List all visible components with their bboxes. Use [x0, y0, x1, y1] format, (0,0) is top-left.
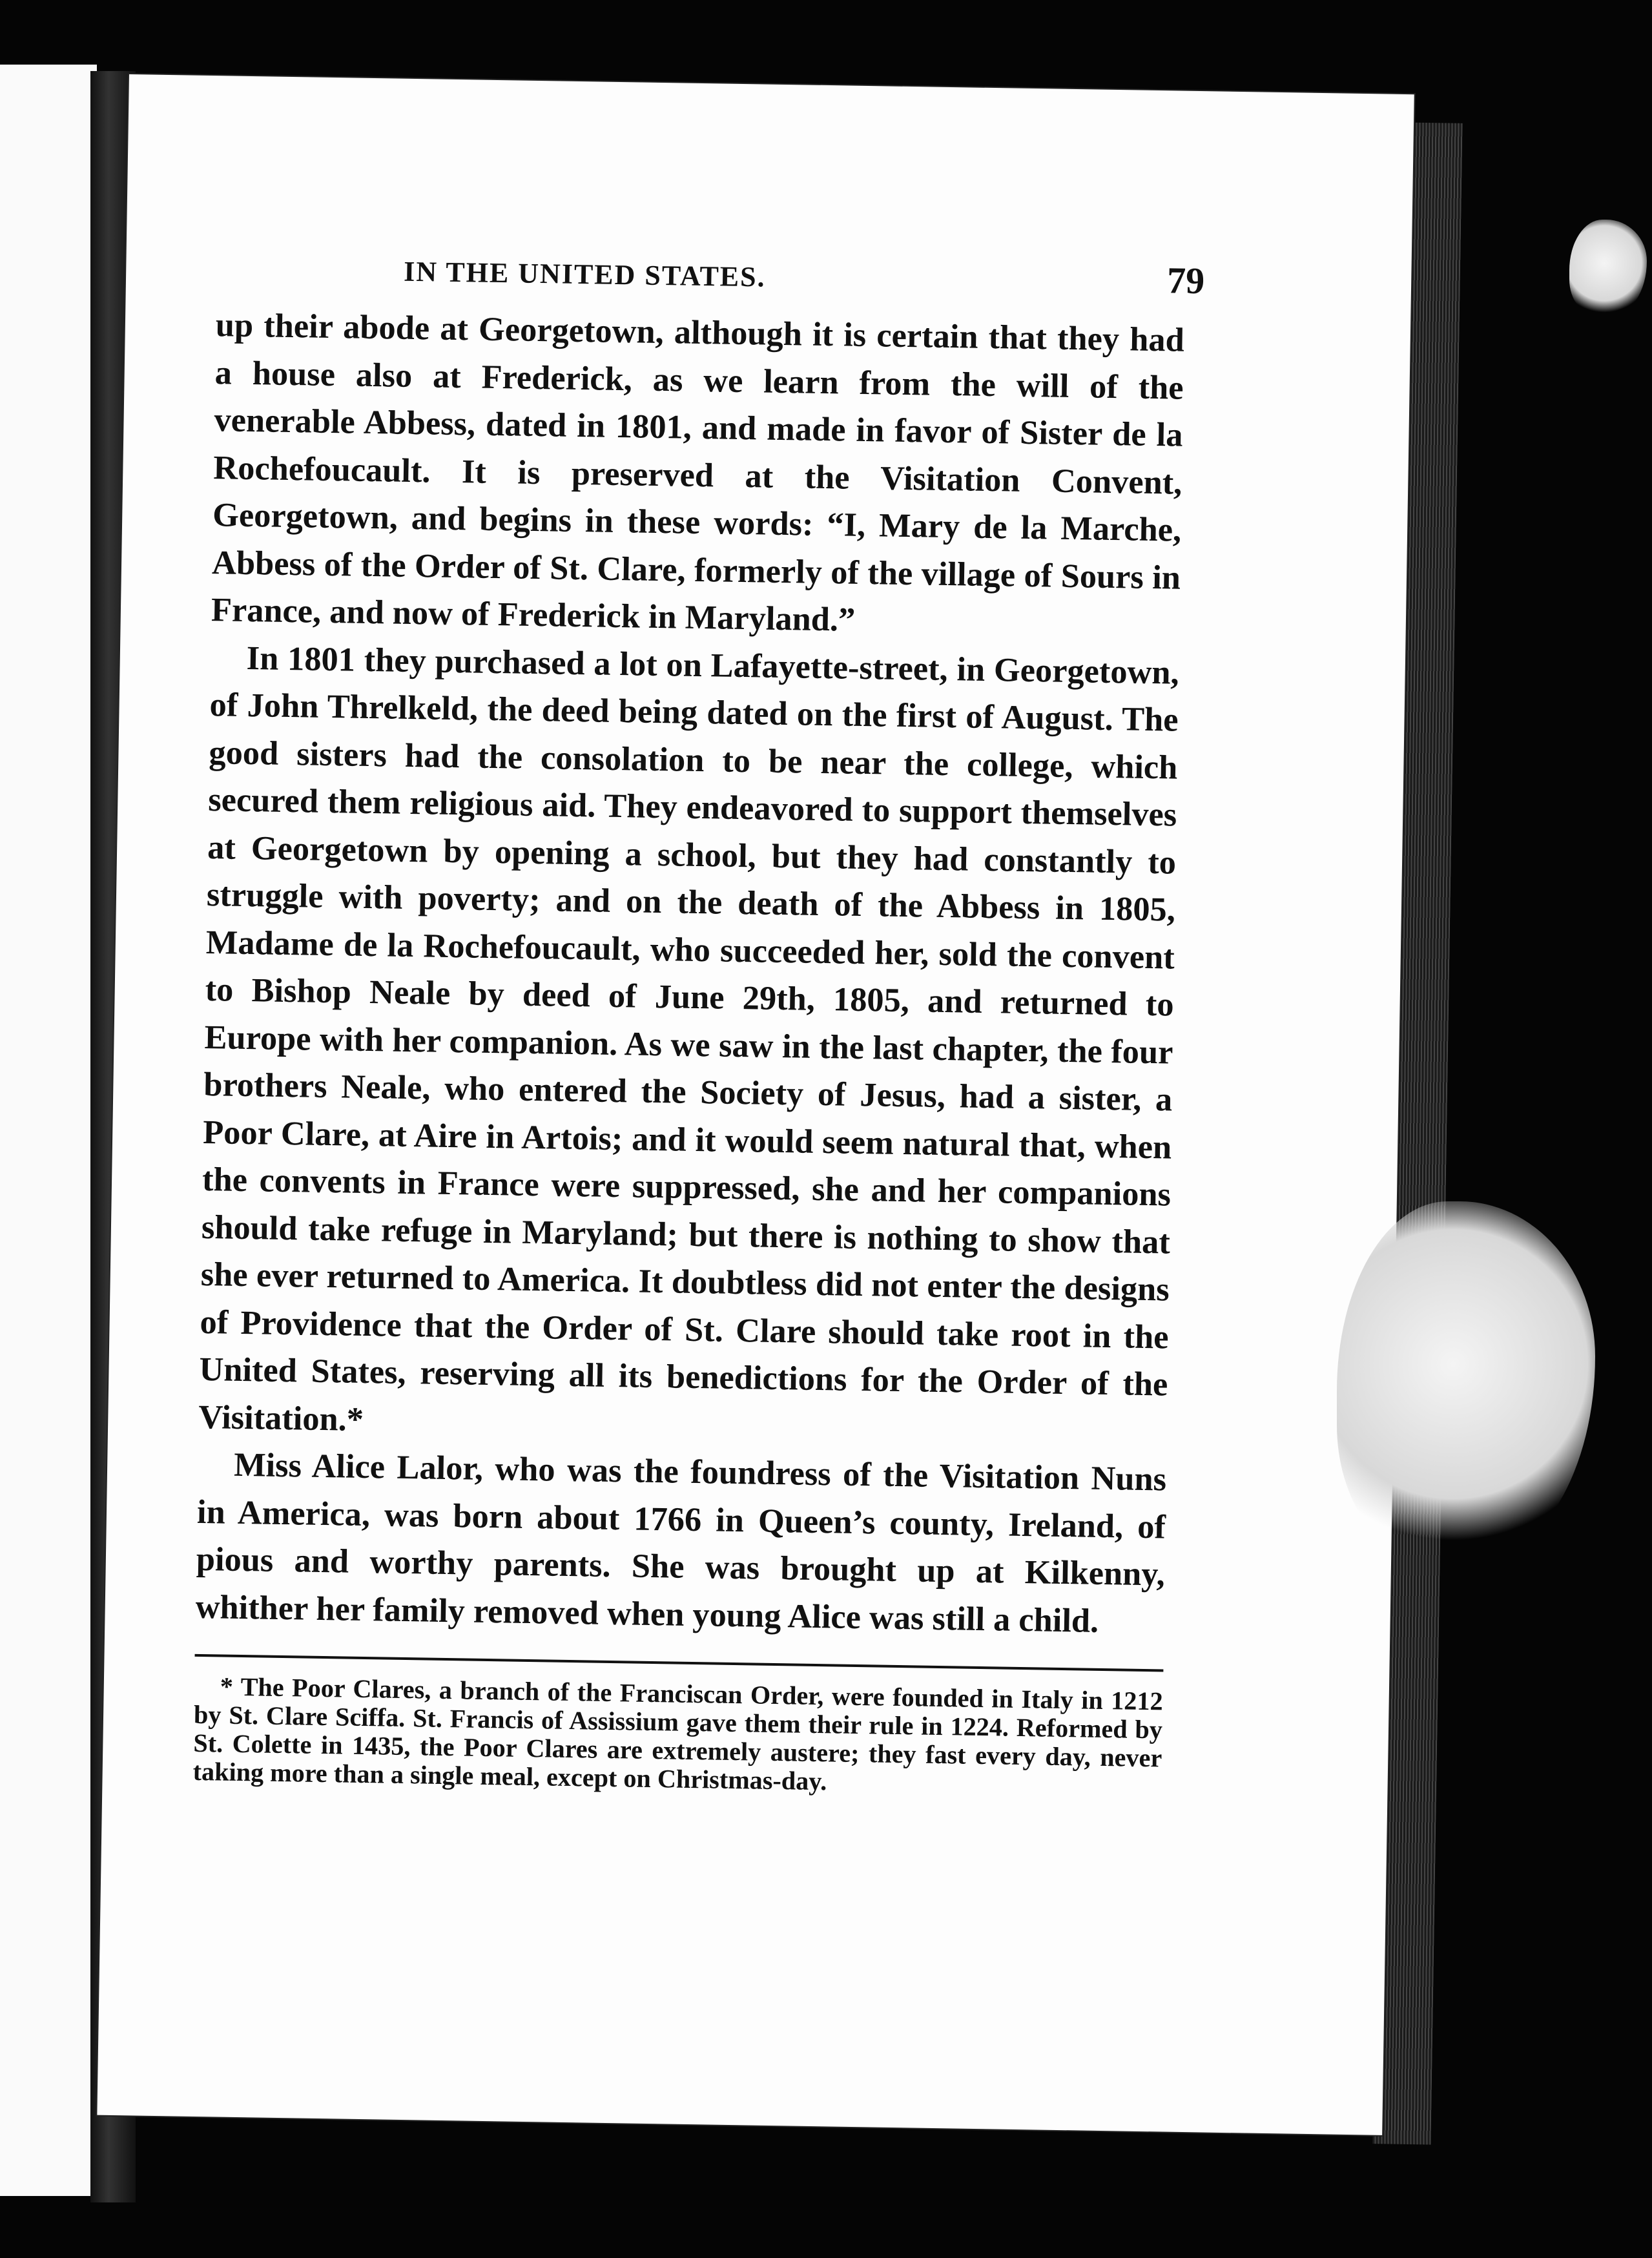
footnote	[192, 1672, 1163, 1801]
paragraph-continued: up their abode at Georgetown, although it is certain that they had a house also at Frederick, as we learn from the will of the venerable Abbess, dated in 1801, and made in favor of Sister de la Rochefoucault. It is preserved at the Visitation Convent, Georgetown, and begins in these words: “I, Mary de la Marche, Abbess of the Order of St. Clare, formerly of the village of Sours in France, and now of Frederick in Maryland.”	[211, 306, 1185, 639]
body-text	[195, 302, 1184, 1646]
paragraph: Miss Alice Lalor, who was the foundress of the Visitation Nuns in America, was born about 1766 in Queen’s county, Ireland, of pious and worthy parents. She was brought up at Kilkenny, whither her family removed when young Alice was still a child.	[195, 1445, 1167, 1640]
footnote-rule	[195, 1654, 1164, 1672]
page-number: 79	[1166, 259, 1205, 302]
paragraph: In 1801 they purchased a lot on Lafayette-street, in Georgetown, of John Threlkeld, the deed being dated on the first of August. The good sisters had the consolation to be near the college, which secured them religious aid. They endeavored to support themselves at Georgetown by opening a school, but they had constantly to struggle with poverty; and on the death of the Abbess in 1805, Madame de la Rochefoucault, who succeeded her, sold the convent to Bishop Neale by deed of June 29th, 1805, and returned to Europe with her companion. As we saw in the last chapter, the four brothers Neale, who entered the Society of Jesus, had a sister, a Poor Clare, at Aire in Artois; and it would seem natural that, when the convents in France were suppressed, she and her companions should take refuge in Maryland; but there is nothing to show that she ever returned to America. It doubtless did not enter the designs of Providence that the Order of St. Clare should take root in the United States, reserving all its benedictions for the Order of the Visitation.*	[198, 639, 1180, 1438]
facing-page-edge	[0, 65, 97, 2196]
running-title: IN THE UNITED STATES.	[403, 255, 766, 293]
book-page	[97, 74, 1414, 2135]
text-block	[192, 243, 1205, 1801]
footnote-text: * The Poor Clares, a branch of the Franciscan Order, were founded in Italy in 1212 by St. Clare Sciffa. St. Francis of Assissium gave them their rule in 1224. Reformed by St. Colette in 1435, the Poor Clares are extremely austere; they fast every day, never taking more than a single meal, except on Christmas-day.	[192, 1672, 1163, 1796]
